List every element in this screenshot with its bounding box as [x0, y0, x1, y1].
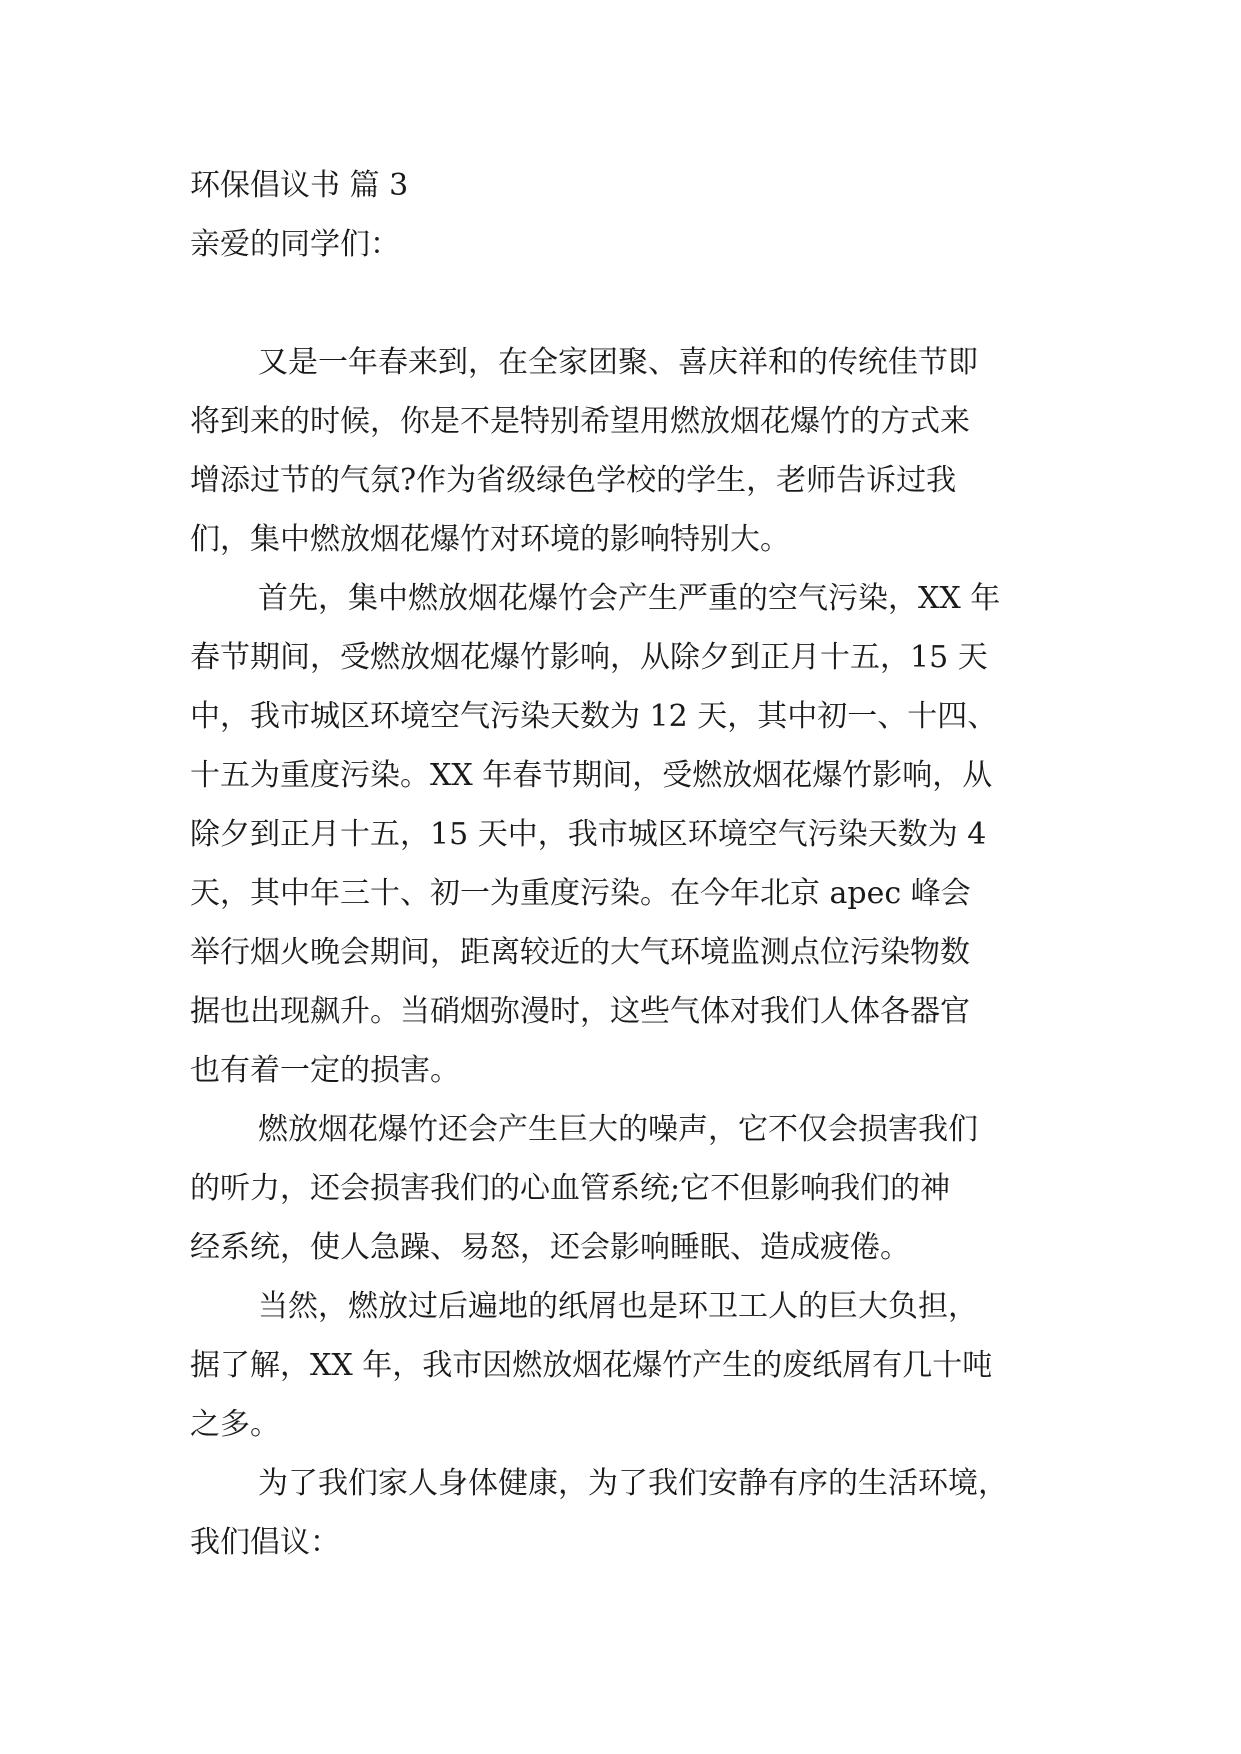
body-line: 首先，集中燃放烟花爆竹会产生严重的空气污染，XX 年 [258, 581, 1001, 616]
body-line: 的听力，还会损害我们的心血管系统;它不但影响我们的神 [190, 1171, 951, 1206]
body-line: 我们倡议： [190, 1525, 340, 1560]
body-line: 据也出现飙升。当硝烟弥漫时，这些气体对我们人体各器官 [190, 994, 970, 1029]
body-line: 十五为重度污染。XX 年春节期间，受燃放烟花爆竹影响，从 [190, 758, 993, 793]
body-line: 为了我们家人身体健康，为了我们安静有序的生活环境， [258, 1466, 1008, 1501]
body-line: 举行烟火晚会期间，距离较近的大气环境监测点位污染物数 [190, 935, 970, 970]
body-line: 当然，燃放过后遍地的纸屑也是环卫工人的巨大负担， [258, 1289, 978, 1324]
body-line: 之多。 [190, 1407, 280, 1442]
body-line: 也有着一定的损害。 [190, 1053, 460, 1088]
body-line: 中，我市城区环境空气污染天数为 12 天，其中初一、十四、 [190, 699, 998, 734]
body-line: 据了解，XX 年，我市因燃放烟花爆竹产生的废纸屑有几十吨 [190, 1348, 993, 1383]
body-line: 春节期间，受燃放烟花爆竹影响，从除夕到正月十五，15 天 [190, 640, 988, 675]
body-line: 经系统，使人急躁、易怒，还会影响睡眠、造成疲倦。 [190, 1230, 910, 1265]
document-title: 环保倡议书 篇 3 [190, 168, 409, 203]
body-line: 将到来的时候，你是不是特别希望用燃放烟花爆竹的方式来 [190, 404, 970, 439]
salutation: 亲爱的同学们： [190, 227, 400, 262]
body-line: 们，集中燃放烟花爆竹对环境的影响特别大。 [190, 522, 790, 557]
body-line: 又是一年春来到，在全家团聚、喜庆祥和的传统佳节即 [258, 345, 978, 380]
body-line: 燃放烟花爆竹还会产生巨大的噪声，它不仅会损害我们 [258, 1112, 978, 1147]
body-line: 增添过节的气氛?作为省级绿色学校的学生，老师告诉过我 [190, 463, 957, 498]
body-line: 除夕到正月十五，15 天中，我市城区环境空气污染天数为 4 [190, 817, 987, 852]
body-line: 天，其中年三十、初一为重度污染。在今年北京 apec 峰会 [190, 876, 971, 911]
